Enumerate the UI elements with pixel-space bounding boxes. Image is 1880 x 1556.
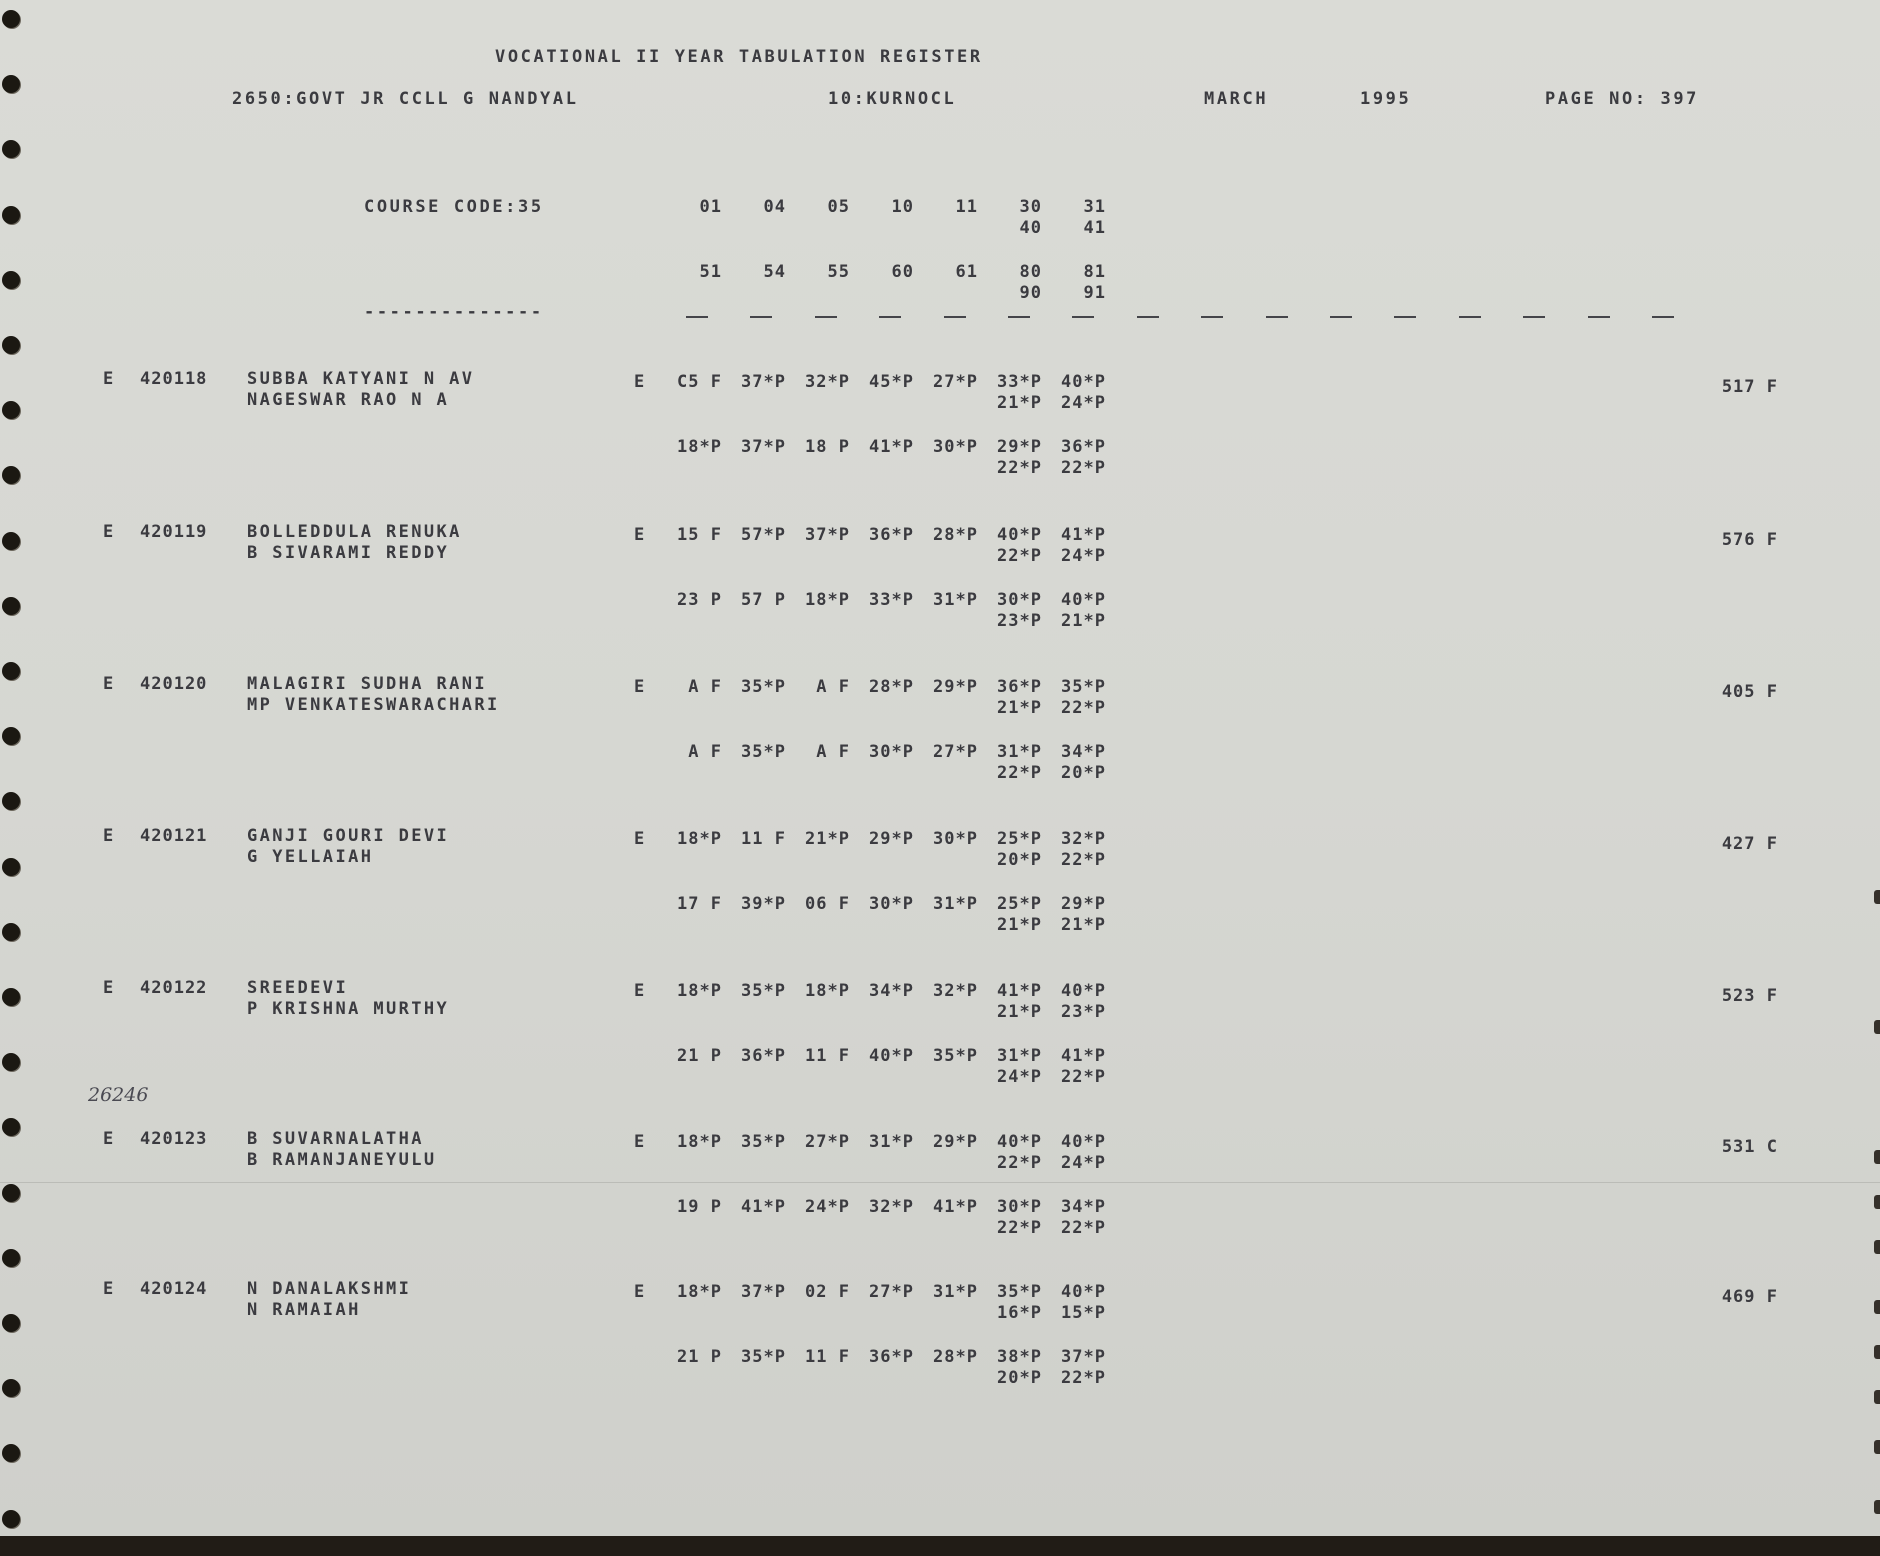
mark-cell: 32*P [933, 981, 978, 1001]
mark-cell: 41*P [1061, 1046, 1106, 1066]
medium-code: E [634, 372, 646, 392]
feed-hole [2, 1118, 20, 1136]
total-result: 576 F [1721, 530, 1778, 550]
mark-cell: 22*P [997, 546, 1042, 566]
mark-cell: 20*P [997, 1368, 1042, 1388]
mark-cell: 28*P [933, 525, 978, 545]
mark-cell: 21 P [677, 1046, 722, 1066]
mark-cell: 21*P [997, 1002, 1042, 1022]
mark-cell: 21*P [997, 393, 1042, 413]
mark-cell: 32*P [805, 372, 850, 392]
student-name: BOLLEDDULA RENUKA [247, 522, 462, 542]
mark-cell: 18*P [677, 1282, 722, 1302]
subject-code: 01 [699, 197, 722, 217]
feed-hole [2, 792, 20, 810]
separator-dash [879, 316, 901, 318]
mark-cell: 18*P [677, 1132, 722, 1152]
feed-hole [2, 10, 20, 28]
mark-cell: 36*P [869, 1347, 914, 1367]
student-name: B SUVARNALATHA [247, 1129, 424, 1149]
mark-cell: 18*P [805, 981, 850, 1001]
mark-cell: 22*P [1061, 1218, 1106, 1238]
total-result: 405 F [1721, 682, 1778, 702]
course-underline: -------------- [364, 302, 544, 322]
mark-cell: 21*P [805, 829, 850, 849]
mark-cell: 15 F [677, 525, 722, 545]
separator-dash [944, 316, 966, 318]
register-title: VOCATIONAL II YEAR TABULATION REGISTER [495, 47, 983, 67]
mark-cell: 32*P [869, 1197, 914, 1217]
mark-cell: A F [688, 677, 722, 697]
student-name: SREEDEVI [247, 978, 349, 998]
separator-dash [1652, 316, 1674, 318]
category-code: E [103, 522, 115, 542]
handwritten-note: 26246 [88, 1084, 149, 1106]
mark-cell: 18*P [805, 590, 850, 610]
mark-cell: 30*P [997, 1197, 1042, 1217]
category-code: E [103, 674, 115, 694]
mark-cell: 41*P [933, 1197, 978, 1217]
feed-hole [2, 988, 20, 1006]
total-result: 427 F [1721, 834, 1778, 854]
mark-cell: 38*P [997, 1347, 1042, 1367]
category-code: E [103, 1129, 115, 1149]
district-name: 10:KURNOCL [828, 89, 957, 109]
mark-cell: 40*P [997, 525, 1042, 545]
mark-cell: 18*P [677, 829, 722, 849]
roll-number: 420119 [140, 522, 208, 542]
mark-cell: 27*P [933, 372, 978, 392]
college-name: 2650:GOVT JR CCLL G NANDYAL [232, 89, 579, 109]
mark-cell: 25*P [997, 894, 1042, 914]
feed-hole [2, 1053, 20, 1071]
feed-hole [2, 923, 20, 941]
edge-notch [1874, 1195, 1880, 1209]
mark-cell: 21*P [1061, 611, 1106, 631]
mark-cell: A F [816, 742, 850, 762]
mark-cell: 27*P [869, 1282, 914, 1302]
roll-number: 420120 [140, 674, 208, 694]
feed-hole [2, 206, 20, 224]
separator-dash [815, 316, 837, 318]
feed-hole [2, 1314, 20, 1332]
mark-cell: 20*P [1061, 763, 1106, 783]
father-name: P KRISHNA MURTHY [247, 999, 450, 1019]
mark-cell: 34*P [869, 981, 914, 1001]
separator-dash [686, 316, 708, 318]
fold-line [0, 1182, 1880, 1183]
mark-cell: 57 P [741, 590, 786, 610]
mark-cell: 40*P [1061, 590, 1106, 610]
mark-cell: 21 P [677, 1347, 722, 1367]
father-name: N RAMAIAH [247, 1300, 361, 1320]
father-name: B SIVARAMI REDDY [247, 543, 450, 563]
mark-cell: A F [688, 742, 722, 762]
mark-cell: 37*P [805, 525, 850, 545]
mark-cell: 41*P [1061, 525, 1106, 545]
subject-code: 61 [955, 262, 978, 282]
mark-cell: 36*P [741, 1046, 786, 1066]
mark-cell: 39*P [741, 894, 786, 914]
feed-hole [2, 466, 20, 484]
course-code-label: COURSE CODE:35 [364, 197, 544, 217]
mark-cell: 30*P [933, 829, 978, 849]
mark-cell: 30*P [869, 742, 914, 762]
medium-code: E [634, 677, 646, 697]
separator-dash [1394, 316, 1416, 318]
father-name: NAGESWAR RAO N A [247, 390, 450, 410]
mark-cell: 35*P [741, 1347, 786, 1367]
mark-cell: 22*P [997, 1218, 1042, 1238]
mark-cell: 40*P [869, 1046, 914, 1066]
mark-cell: 11 F [741, 829, 786, 849]
mark-cell: 21*P [997, 698, 1042, 718]
total-result: 517 F [1721, 377, 1778, 397]
mark-cell: 28*P [933, 1347, 978, 1367]
edge-notch [1874, 1240, 1880, 1254]
mark-cell: 34*P [1061, 742, 1106, 762]
mark-cell: 41*P [869, 437, 914, 457]
edge-notch [1874, 1440, 1880, 1454]
mark-cell: 30*P [933, 437, 978, 457]
mark-cell: 11 F [805, 1347, 850, 1367]
mark-cell: 31*P [997, 742, 1042, 762]
feed-hole [2, 336, 20, 354]
medium-code: E [634, 525, 646, 545]
mark-cell: 22*P [997, 458, 1042, 478]
mark-cell: 57*P [741, 525, 786, 545]
feed-hole [2, 140, 20, 158]
mark-cell: 22*P [1061, 1067, 1106, 1087]
father-name: MP VENKATESWARACHARI [247, 695, 500, 715]
feed-hole [2, 1249, 20, 1267]
feed-hole [2, 1510, 20, 1528]
subject-code: 30 [1019, 197, 1042, 217]
mark-cell: 22*P [997, 763, 1042, 783]
separator-dash [1588, 316, 1610, 318]
category-code: E [103, 1279, 115, 1299]
medium-code: E [634, 829, 646, 849]
mark-cell: 24*P [997, 1067, 1042, 1087]
category-code: E [103, 978, 115, 998]
mark-cell: 31*P [933, 1282, 978, 1302]
edge-notch [1874, 1300, 1880, 1314]
page-number: PAGE NO: 397 [1545, 89, 1700, 109]
mark-cell: 35*P [1061, 677, 1106, 697]
mark-cell: 31*P [997, 1046, 1042, 1066]
subject-code: 31 [1083, 197, 1106, 217]
mark-cell: 41*P [997, 981, 1042, 1001]
mark-cell: 35*P [741, 742, 786, 762]
father-name: B RAMANJANEYULU [247, 1150, 437, 1170]
subject-code: 11 [955, 197, 978, 217]
roll-number: 420124 [140, 1279, 208, 1299]
subject-code: 05 [827, 197, 850, 217]
mark-cell: 11 F [805, 1046, 850, 1066]
feed-hole [2, 727, 20, 745]
mark-cell: 30*P [869, 894, 914, 914]
total-result: 531 C [1721, 1137, 1778, 1157]
mark-cell: 40*P [1061, 1282, 1106, 1302]
separator-dash [750, 316, 772, 318]
edge-notch [1874, 890, 1880, 904]
roll-number: 420121 [140, 826, 208, 846]
mark-cell: 37*P [741, 372, 786, 392]
mark-cell: 31*P [869, 1132, 914, 1152]
mark-cell: 30*P [997, 590, 1042, 610]
separator-dash [1008, 316, 1030, 318]
mark-cell: A F [816, 677, 850, 697]
subject-code: 55 [827, 262, 850, 282]
separator-dash [1523, 316, 1545, 318]
medium-code: E [634, 981, 646, 1001]
mark-cell: 22*P [1061, 1368, 1106, 1388]
feed-hole [2, 858, 20, 876]
roll-number: 420118 [140, 369, 208, 389]
mark-cell: 17 F [677, 894, 722, 914]
mark-cell: 40*P [997, 1132, 1042, 1152]
mark-cell: 27*P [933, 742, 978, 762]
mark-cell: 37*P [741, 437, 786, 457]
mark-cell: 45*P [869, 372, 914, 392]
subject-code: 60 [891, 262, 914, 282]
subject-code: 10 [891, 197, 914, 217]
mark-cell: 33*P [869, 590, 914, 610]
separator-dash [1459, 316, 1481, 318]
subject-code: 51 [699, 262, 722, 282]
mark-cell: 35*P [933, 1046, 978, 1066]
edge-notch [1874, 1345, 1880, 1359]
mark-cell: 23 P [677, 590, 722, 610]
mark-cell: C5 F [677, 372, 722, 392]
mark-cell: 41*P [741, 1197, 786, 1217]
separator-dash [1201, 316, 1223, 318]
mark-cell: 18*P [677, 981, 722, 1001]
subject-code: 81 [1083, 262, 1106, 282]
mark-cell: 23*P [1061, 1002, 1106, 1022]
mark-cell: 32*P [1061, 829, 1106, 849]
edge-notch [1874, 1150, 1880, 1164]
mark-cell: 23*P [997, 611, 1042, 631]
edge-notch [1874, 1390, 1880, 1404]
mark-cell: 25*P [997, 829, 1042, 849]
subject-code: 80 [1019, 262, 1042, 282]
mark-cell: 35*P [997, 1282, 1042, 1302]
feed-hole [2, 401, 20, 419]
mark-cell: 40*P [1061, 372, 1106, 392]
exam-month: MARCH [1204, 89, 1269, 109]
feed-hole [2, 532, 20, 550]
mark-cell: 02 F [805, 1282, 850, 1302]
subject-code: 54 [763, 262, 786, 282]
subject-code: 90 [1019, 283, 1042, 303]
student-name: GANJI GOURI DEVI [247, 826, 450, 846]
subject-code: 41 [1083, 218, 1106, 238]
mark-cell: 29*P [933, 677, 978, 697]
medium-code: E [634, 1132, 646, 1152]
mark-cell: 21*P [997, 915, 1042, 935]
father-name: G YELLAIAH [247, 847, 374, 867]
mark-cell: 35*P [741, 1132, 786, 1152]
mark-cell: 18 P [805, 437, 850, 457]
separator-dash [1266, 316, 1288, 318]
mark-cell: 22*P [1061, 458, 1106, 478]
mark-cell: 22*P [1061, 698, 1106, 718]
mark-cell: 24*P [805, 1197, 850, 1217]
mark-cell: 18*P [677, 437, 722, 457]
medium-code: E [634, 1282, 646, 1302]
tractor-feed-holes [0, 0, 30, 1536]
separator-dash [1137, 316, 1159, 318]
mark-cell: 36*P [1061, 437, 1106, 457]
mark-cell: 21*P [1061, 915, 1106, 935]
mark-cell: 24*P [1061, 1153, 1106, 1173]
mark-cell: 31*P [933, 590, 978, 610]
subject-code: 40 [1019, 218, 1042, 238]
student-name: N DANALAKSHMI [247, 1279, 412, 1299]
feed-hole [2, 1444, 20, 1462]
mark-cell: 40*P [1061, 1132, 1106, 1152]
feed-hole [2, 75, 20, 93]
desk-background [0, 1536, 1880, 1556]
mark-cell: 29*P [1061, 894, 1106, 914]
edge-notch [1874, 1500, 1880, 1514]
category-code: E [103, 826, 115, 846]
mark-cell: 22*P [997, 1153, 1042, 1173]
mark-cell: 40*P [1061, 981, 1106, 1001]
mark-cell: 24*P [1061, 393, 1106, 413]
category-code: E [103, 369, 115, 389]
mark-cell: 36*P [869, 525, 914, 545]
mark-cell: 27*P [805, 1132, 850, 1152]
subject-code: 91 [1083, 283, 1106, 303]
mark-cell: 16*P [997, 1303, 1042, 1323]
total-result: 523 F [1721, 986, 1778, 1006]
roll-number: 420123 [140, 1129, 208, 1149]
mark-cell: 29*P [869, 829, 914, 849]
mark-cell: 34*P [1061, 1197, 1106, 1217]
mark-cell: 35*P [741, 677, 786, 697]
feed-hole [2, 1379, 20, 1397]
mark-cell: 28*P [869, 677, 914, 697]
mark-cell: 29*P [933, 1132, 978, 1152]
mark-cell: 15*P [1061, 1303, 1106, 1323]
edge-notch [1874, 1020, 1880, 1034]
mark-cell: 37*P [1061, 1347, 1106, 1367]
feed-hole [2, 662, 20, 680]
separator-dash [1072, 316, 1094, 318]
mark-cell: 36*P [997, 677, 1042, 697]
mark-cell: 22*P [1061, 850, 1106, 870]
mark-cell: 24*P [1061, 546, 1106, 566]
mark-cell: 19 P [677, 1197, 722, 1217]
feed-hole [2, 597, 20, 615]
mark-cell: 35*P [741, 981, 786, 1001]
roll-number: 420122 [140, 978, 208, 998]
subject-code: 04 [763, 197, 786, 217]
total-result: 469 F [1721, 1287, 1778, 1307]
exam-year: 1995 [1360, 89, 1412, 109]
mark-cell: 31*P [933, 894, 978, 914]
feed-hole [2, 271, 20, 289]
mark-cell: 20*P [997, 850, 1042, 870]
separator-dash [1330, 316, 1352, 318]
mark-cell: 06 F [805, 894, 850, 914]
student-name: SUBBA KATYANI N AV [247, 369, 475, 389]
mark-cell: 37*P [741, 1282, 786, 1302]
feed-hole [2, 1184, 20, 1202]
mark-cell: 29*P [997, 437, 1042, 457]
mark-cell: 33*P [997, 372, 1042, 392]
student-name: MALAGIRI SUDHA RANI [247, 674, 488, 694]
